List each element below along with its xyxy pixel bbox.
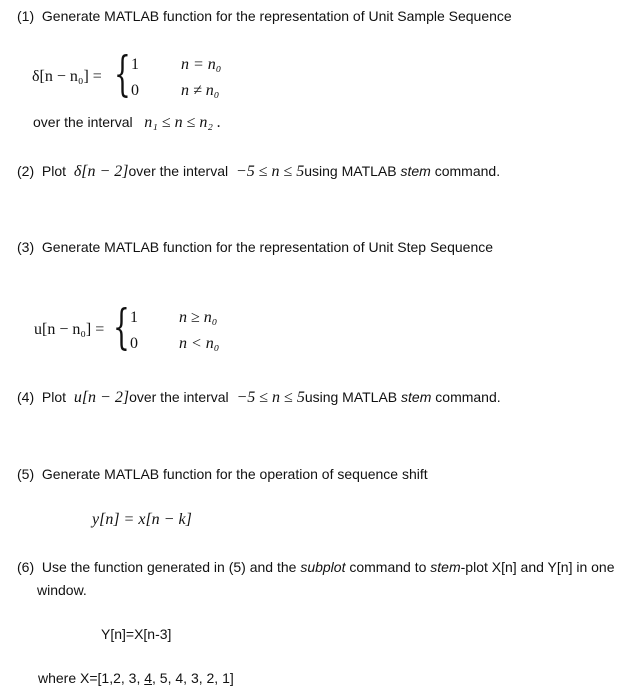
- item-1-case2-value: 0: [131, 82, 139, 99]
- item-2-post1: using MATLAB: [304, 163, 397, 179]
- item-1-case1-condition: n = n₀: [181, 56, 222, 73]
- item-4-pre: Plot: [41, 389, 67, 405]
- item-6-equation: Y[n]=X[n-3]: [101, 626, 172, 642]
- item-2-stem: stem: [400, 163, 431, 179]
- item-4-math-interval: −5 ≤ n ≤ 5: [236, 389, 305, 406]
- item-6-mid: command to: [349, 559, 427, 575]
- item-1-case1-value: 1: [131, 56, 139, 73]
- item-1-interval: [33, 114, 221, 131]
- item-5-text: Generate MATLAB function for the operation of sequence shift: [41, 466, 428, 482]
- item-1-formula-lhs: δ[n − n₀] =: [32, 68, 102, 85]
- item-3-text: Generate MATLAB function for the representation of Unit Step Sequence: [41, 239, 494, 255]
- item-5-number: (5): [17, 466, 35, 482]
- item-3-formula-lhs: u[n − n₀] =: [34, 321, 105, 338]
- item-3-case2-value: 0: [130, 335, 138, 352]
- item-3-number: (3): [17, 239, 35, 255]
- item-4: [17, 389, 501, 406]
- item-4-number: (4): [17, 389, 35, 405]
- item-1-interval-math: n₁ ≤ n ≤ n₂ .: [144, 114, 221, 131]
- item-5-formula: y[n] = x[n − k]: [92, 511, 192, 528]
- item-1-heading: [17, 8, 512, 25]
- item-6-line1: [17, 559, 615, 576]
- item-2: [17, 163, 500, 180]
- item-6-where-underlined: 4: [144, 670, 153, 686]
- item-2-mid: over the interval: [128, 163, 229, 179]
- item-6-number: (6): [17, 559, 35, 575]
- item-6-line2: window.: [37, 582, 87, 598]
- item-1-number: (1): [17, 8, 35, 24]
- item-2-post2: command.: [434, 163, 501, 179]
- item-4-mid: over the interval: [129, 389, 229, 405]
- item-4-stem: stem: [401, 389, 432, 405]
- item-3-case2-condition: n < n₀: [179, 335, 220, 352]
- item-3-heading: [17, 239, 493, 256]
- item-2-number: (2): [17, 163, 35, 179]
- item-1-interval-prefix: over the interval: [33, 114, 133, 130]
- item-4-post1: using MATLAB: [304, 389, 398, 405]
- item-6-post: -plot X[n] and Y[n] in one: [460, 559, 615, 575]
- item-3-case1-condition: n ≥ n₀: [179, 309, 218, 326]
- item-6-stem: stem: [430, 559, 461, 575]
- item-3-case1-value: 1: [130, 309, 138, 326]
- item-4-math-signal: u[n − 2]: [73, 389, 130, 406]
- item-6-pre: Use the function generated in (5) and the: [41, 559, 297, 575]
- item-3-brace: {: [113, 299, 130, 355]
- item-6-where-pre: where X=[1,2, 3,: [38, 670, 141, 686]
- item-4-post2: command.: [435, 389, 501, 405]
- item-6-subplot: subplot: [300, 559, 346, 575]
- item-1-brace: {: [114, 46, 131, 102]
- item-2-pre: Plot: [41, 163, 67, 179]
- item-6-where: [38, 670, 234, 687]
- item-2-math-interval: −5 ≤ n ≤ 5: [235, 163, 305, 180]
- item-6-where-post: , 5, 4, 3, 2, 1]: [152, 670, 234, 686]
- item-1-case2-condition: n ≠ n₀: [181, 82, 220, 99]
- item-2-math-signal: δ[n − 2]: [73, 163, 129, 180]
- item-1-text: Generate MATLAB function for the representation of Unit Sample Sequence: [41, 8, 512, 24]
- item-5-heading: [17, 466, 428, 483]
